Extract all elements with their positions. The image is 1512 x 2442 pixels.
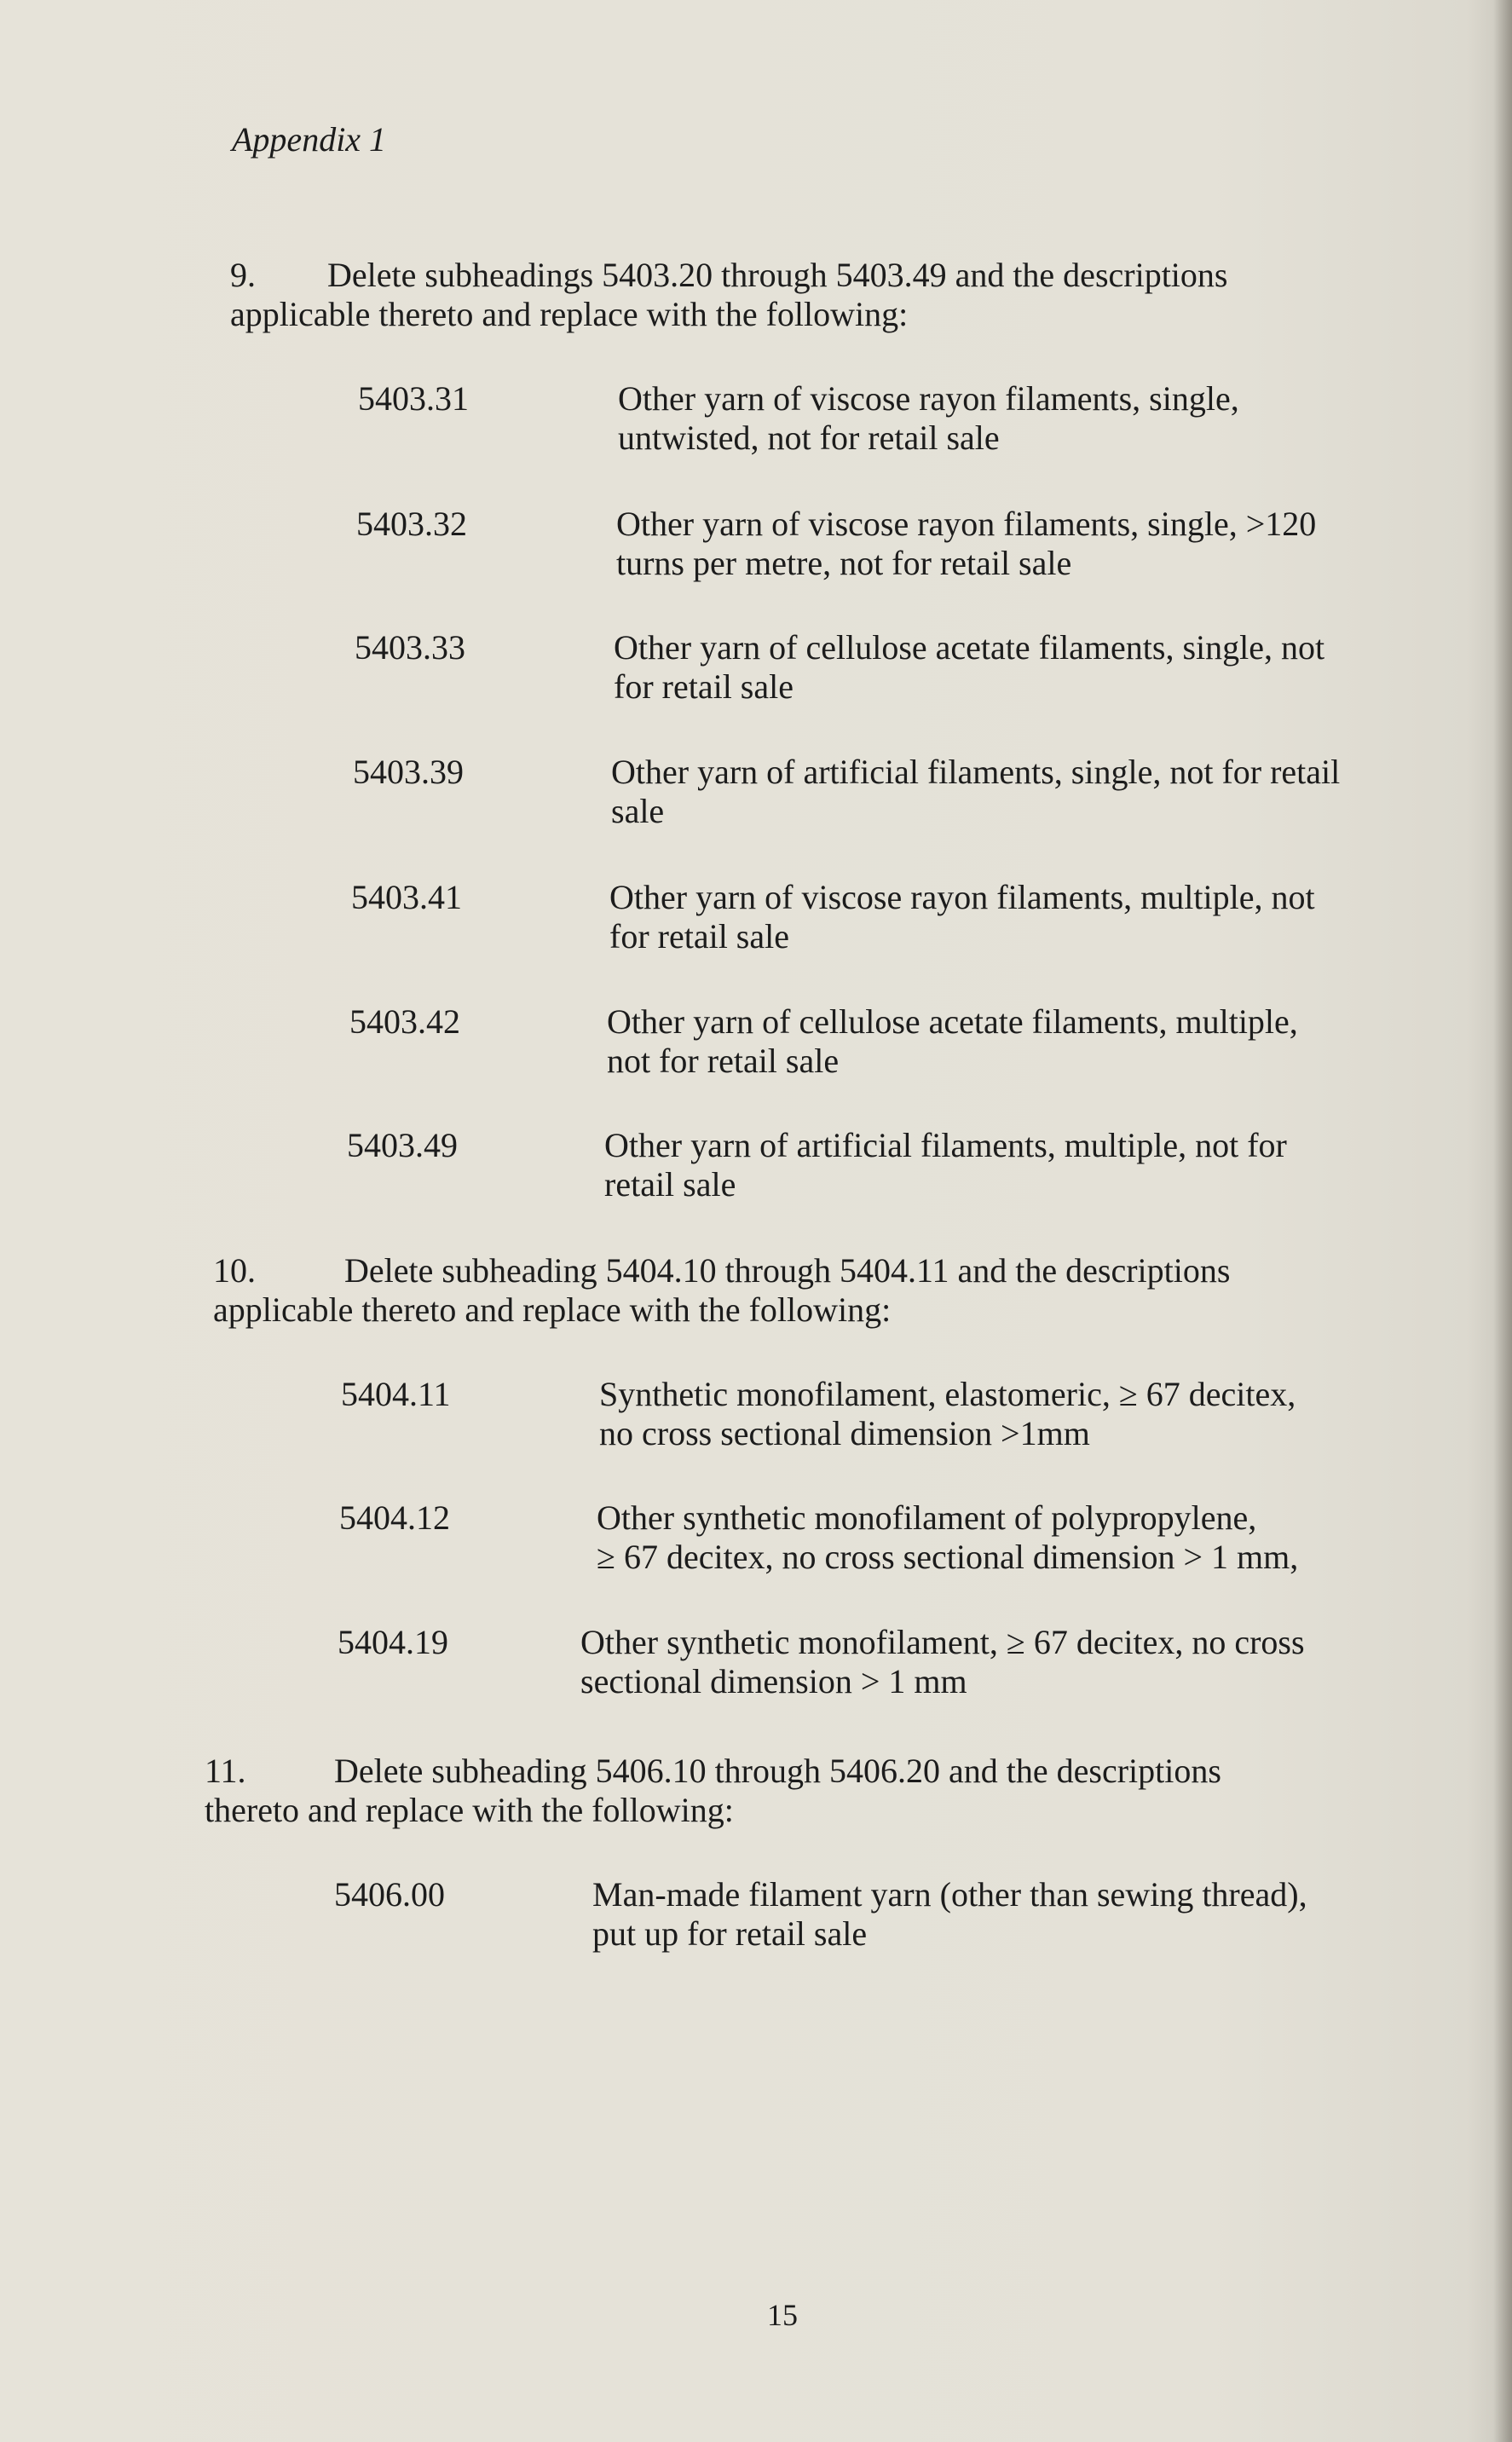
entry-desc-line-2: for retail sale xyxy=(609,917,789,955)
section-10-intro xyxy=(213,1251,1304,1330)
page-number: 15 xyxy=(767,2298,798,2332)
entry-code: 5404.19 xyxy=(338,1623,448,1661)
section-9-text-1: Delete subheadings 5403.20 through 5403.49 and the descriptions xyxy=(327,256,1228,294)
section-9-text-2: applicable thereto and replace with the following: xyxy=(230,295,909,333)
entry-description xyxy=(607,1002,1391,1081)
section-10-text-1: Delete subheading 5404.10 through 5404.11 and the descriptions xyxy=(344,1251,1231,1290)
entry-description xyxy=(604,1126,1388,1204)
entry-desc-line-1: Synthetic monofilament, elastomeric, ≥ 67 decitex, xyxy=(599,1375,1296,1413)
entry-desc-line-1: Other yarn of artificial filaments, multiple, not for xyxy=(604,1126,1287,1164)
section-10-text-2: applicable thereto and replace with the following: xyxy=(213,1290,892,1329)
entry-desc-line-2: turns per metre, not for retail sale xyxy=(616,544,1072,582)
section-11-text-1: Delete subheading 5406.10 through 5406.20 and the descriptions xyxy=(334,1752,1221,1790)
entry-description xyxy=(592,1875,1376,1954)
entry-desc-line-1: Other synthetic monofilament of polypropylene, xyxy=(597,1498,1257,1537)
entry-desc-line-2: not for retail sale xyxy=(607,1042,840,1080)
entry-code: 5406.00 xyxy=(334,1875,445,1914)
entry-description xyxy=(599,1375,1383,1453)
entry-description xyxy=(611,753,1395,831)
entry-code: 5403.33 xyxy=(355,628,465,667)
section-9-number: 9. xyxy=(230,256,256,294)
entry-description xyxy=(614,628,1398,707)
entry-code: 5403.31 xyxy=(358,379,469,418)
entry-desc-line-2: untwisted, not for retail sale xyxy=(618,419,1000,457)
section-10-number: 10. xyxy=(213,1251,256,1290)
section-9-intro xyxy=(230,256,1321,334)
entry-code: 5403.39 xyxy=(353,753,464,791)
entry-desc-line-1: Man-made filament yarn (other than sewing thread), xyxy=(592,1875,1307,1914)
entry-code: 5403.49 xyxy=(347,1126,458,1164)
entry-desc-line-2: retail sale xyxy=(604,1165,736,1204)
entry-desc-line-2: put up for retail sale xyxy=(592,1914,868,1953)
entry-code: 5403.42 xyxy=(349,1002,460,1041)
entry-description xyxy=(616,505,1400,583)
entry-desc-line-2: ≥ 67 decitex, no cross sectional dimension > 1 mm, xyxy=(597,1538,1299,1576)
section-10-line-1 xyxy=(213,1251,1304,1290)
entry-description xyxy=(597,1498,1381,1577)
entry-desc-line-1: Other yarn of artificial filaments, single, not for retail xyxy=(611,753,1341,791)
entry-code: 5403.41 xyxy=(351,878,462,916)
section-11-intro xyxy=(205,1752,1296,1830)
page-edge-shadow xyxy=(1493,0,1512,2442)
entry-desc-line-2: sale xyxy=(611,792,665,830)
entry-desc-line-1: Other yarn of viscose rayon filaments, multiple, not xyxy=(609,878,1315,916)
entry-description xyxy=(618,379,1402,458)
entry-desc-line-1: Other yarn of cellulose acetate filaments, single, not xyxy=(614,628,1325,667)
running-head: Appendix 1 xyxy=(232,120,387,159)
entry-desc-line-1: Other yarn of cellulose acetate filaments, multiple, xyxy=(607,1002,1298,1041)
entry-desc-line-2: for retail sale xyxy=(614,667,794,706)
section-11-text-2: thereto and replace with the following: xyxy=(205,1791,734,1829)
entry-description xyxy=(609,878,1394,956)
entry-code: 5404.11 xyxy=(341,1375,451,1413)
section-11-number: 11. xyxy=(205,1752,246,1790)
entry-desc-line-2: sectional dimension > 1 mm xyxy=(580,1662,967,1700)
section-11-line-1 xyxy=(205,1752,1296,1791)
entry-description xyxy=(580,1623,1365,1701)
entry-desc-line-2: no cross sectional dimension >1mm xyxy=(599,1414,1090,1452)
entry-desc-line-1: Other yarn of viscose rayon filaments, single, >120 xyxy=(616,505,1317,543)
entry-code: 5403.32 xyxy=(356,505,467,543)
entry-code: 5404.12 xyxy=(339,1498,450,1537)
entry-desc-line-1: Other yarn of viscose rayon filaments, single, xyxy=(618,379,1239,418)
entry-desc-line-1: Other synthetic monofilament, ≥ 67 decitex, no cross xyxy=(580,1623,1305,1661)
section-9-line-1 xyxy=(230,256,1321,295)
